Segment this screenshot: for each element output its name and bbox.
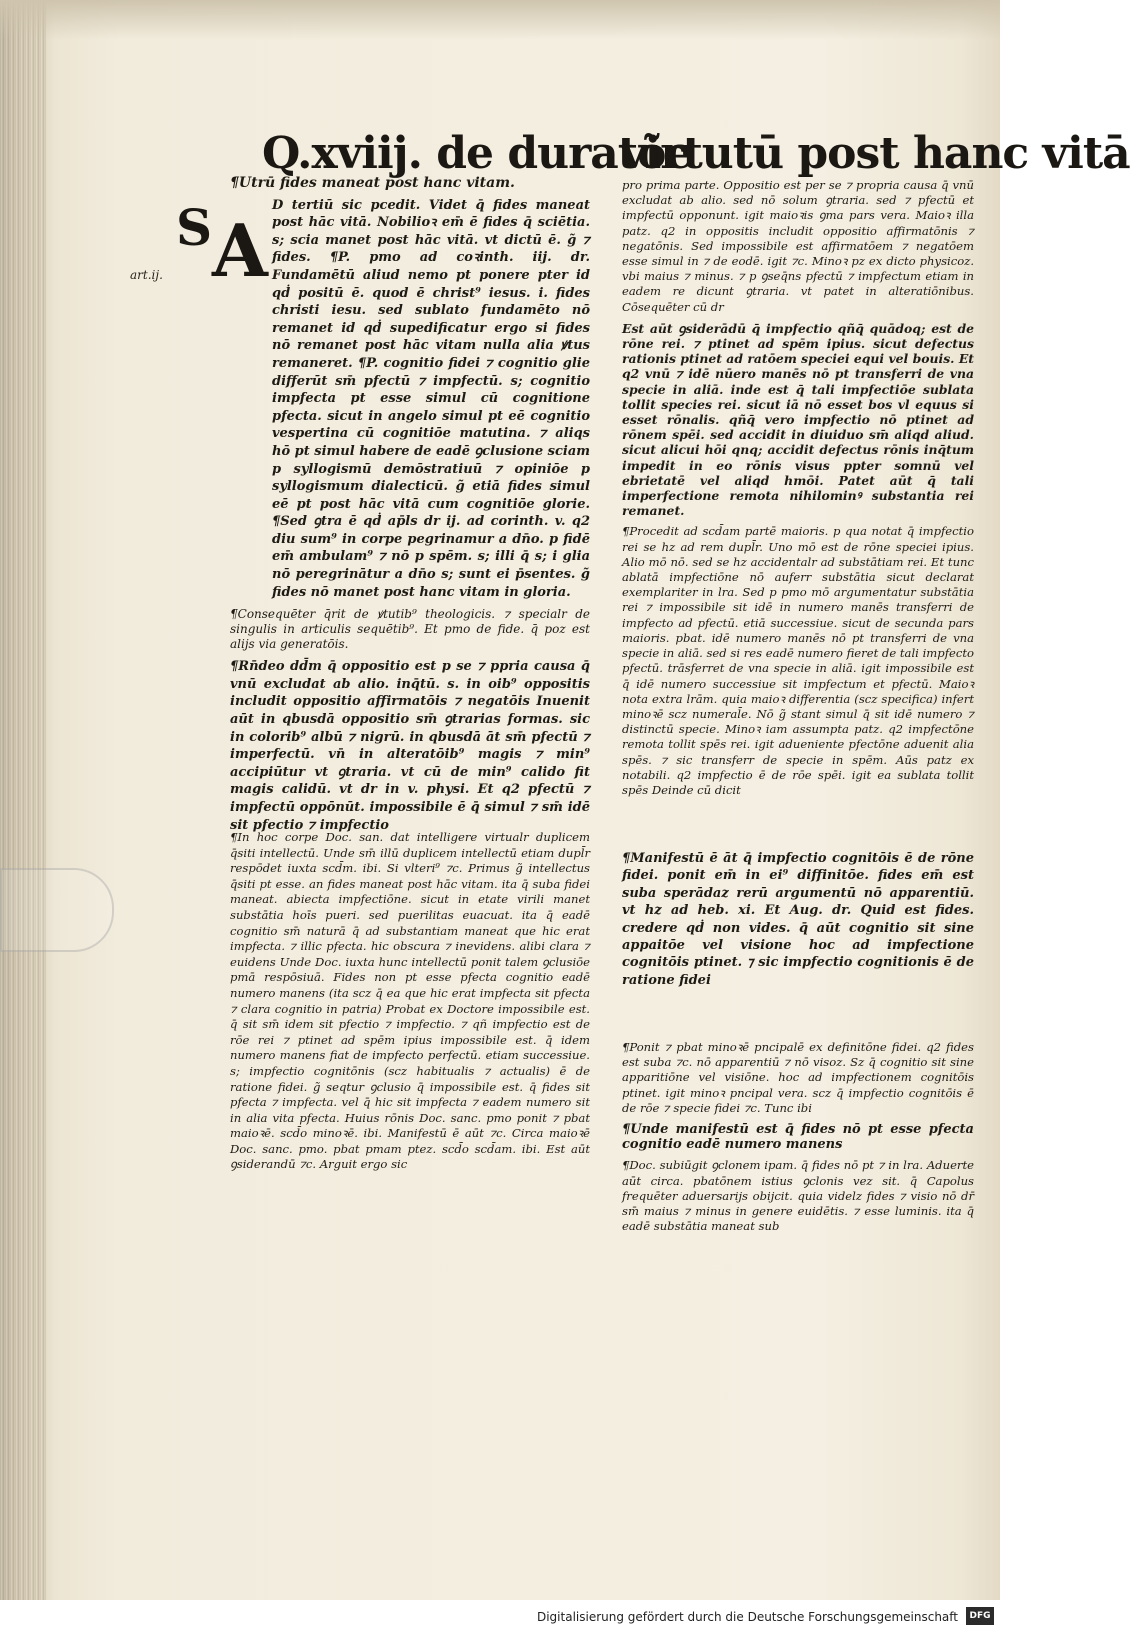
paragraph: pro prima parte. Oppositio est per se ⁊ propria causa q̄ vnū excludat ab alio. sed nō solum ꝯtraria. sed ⁊ pfectū et impfectū opponunt. igit maioꝛis ꝯma pars vera. Maioꝛ illa patz. q2 in oppositis includit oppositio affirmatōnis ⁊ negatōnis. Sed impossibile est affirmatōem ⁊ negatōem esse simul in ⁊ de eodē. igit ⁊c. Minoꝛ pz ex dicto physicoz. vbi maius ⁊ minus. ⁊ p ꝯseq̄ns pfectū ⁊ impfectum etiam in eadem re dicunt ꝯtraria. vt patet in alteratiōnibus. Cōsequēter cū dr: [622, 178, 974, 314]
digitization-credit: Digitalisierung gefördert durch die Deutsche Forschungsgemeinschaft: [536, 1610, 958, 1624]
decorated-initial: A: [212, 208, 268, 293]
dfg-logo: DFG: [966, 1607, 994, 1625]
margin-section-letter: S: [176, 198, 213, 257]
right-column-upper: [622, 178, 974, 804]
paragraph: ¶Procedit ad scd̄am partē maioris. p qua notat q̄ impfectio rei se hz ad rem dupl̄r. Uno mō est de rōne speciei ipius. Alio mō nō. sed se hz accidentalr ad substātiam rei. Et tunc ablatā impfectiōne nō auferr substātia sicut declarat exemplariter in lra. Sed p pmo mō argumentatur substātia rei ⁊ impossibile sit idē in numero manēs transferri de impfecto ad pfectū. etiā successiue. sicut de secunda pars maioris. pbat. idē numero manēs nō pt transferri de vna specie in aliā. sed si res eadē numero fieret de tali impfecto pfectū. trāsferret de vna specie in aliā. igit impossibile est q̄ idē numero successiue sit impfectum et pfectū. Maioꝛ nota extra lrām. quia maioꝛ differentia (scz specifica) infert minoꝛē scz numeral̄e. Nō g̃ stant simul q̄ sit idē numero ⁊ distinctū specie. Minoꝛ iam assumpta patz. q2 impfectōne remota tollit spēs rei. igit adueniente pfectōne aduenit alia spēs. ⁊ sic transferr de specie in spēm. Aūs patz ex notabili. q2 impfectio ē de rōe spēi. igit ea sublata tollit spēs Deinde cū dicit: [622, 524, 974, 797]
paragraph: ¶Consequēter q̄rit de ꝟtutib⁹ theologicis. ⁊ specialr de singulis in articulis sequētib⁹. Et pmo de fide. q̄ poz est alijs via generatōis.: [230, 607, 590, 652]
article-question: ¶Utrū fides maneat post hanc vitam.: [230, 175, 515, 191]
page-edge-stack: [0, 0, 46, 1600]
paragraph: ¶Ponit ⁊ pbat minoꝛē pncipalē ex definitōne fidei. q2 fides est suba ⁊c. nō apparentiū ⁊ nō visoz. Sz q̄ cognitio sit sine apparitiōne vel visiōne. hoc ad impfectionem cognitōis ptinet. igit minoꝛ pncipal vera. scz q̄ impfectio cognitōis ē de rōe ⁊ specie fidei ⁊c. Tunc ibi: [622, 1040, 974, 1115]
paragraph: ¶Rn̄deo dd̄m q̄ oppositio est p se ⁊ ppria causa q̄ vnū excludat ab alio. inq̄tū. s. in oib⁹ oppositis includit oppositio affirmatōis ⁊ negatōis Inuenit aūt in qbusdā oppositio sm̄ ꝯtrarias formas. sic in colorib⁹ albū ⁊ nigrū. in qbusdā āt sm̄ pfectū ⁊ imperfectū. vn̄ in alteratōib⁹ magis ⁊ min⁹ accipiūtur vt ꝯtraria. vt cū de min⁹ calido fit magis calidū. vt dr in v. physi. Et q2 pfectū ⁊ impfectū oppōnūt. impossibile ē q̄ simul ⁊ sm̄ idē sit pfectio ⁊ impfectio: [230, 659, 590, 833]
paragraph: ¶Doc. subiūgit ꝯclonem ipam. q̄ fides nō pt ⁊ in lra. Aduerte aūt circa. pbatōnem istius ꝯclonis vez sit. q̄ Capolus frequēter aduersarijs obijcit. quia videlz fides ⁊ visio nō dr̄ sm̄ maius ⁊ minus in genere euidētis. ⁊ esse luminis. ita q̄ eadē substātia maneat sub: [622, 1158, 974, 1234]
paragraph: D tertiū sic pcedit. Videt q̄ fides maneat post hāc vitā. Nobilioꝛ em̄ ē fides q̄ sciētia. s; scia manet post hāc vitā. vt dictū ē. g̃ ⁊ fides. ¶P. pmo ad coꝛinth. iij. dr. Fundamētū aliud nemo pt ponere pter id qḋ positū ē. quod ē christ⁹ iesus. i. fides christi iesu. sed sublato fundamēto nō remanet id qḋ supedificatur ergo si fides nō remanet post hāc vitam nulla alia ꝟtus remaneret. ¶P. cognitio fidei ⁊ cognitio glie differūt sm̄ pfectū ⁊ impfectū. s; cognitio impfecta pt esse simul cū cognitione pfecta. sicut in angelo simul pt eē cognitio vespertina cū cognitiōe matutina. ⁊ aliqs hō pt simul habere de eadē ꝯclusione sciam p syllogismū demōstratiuū ⁊ opiniōe p syllogismum dialecticū. g̃ etiā fides simul eē pt post hāc vitā cum cognitiōe glorie. ¶Sed ꝯtra ē qḋ ap̄ls dr ij. ad corinth. v. q2 diu sum⁹ in corpe pegrinamur a dn̄o. p fidē em̄ ambulam⁹ ⁊ nō p spēm. s; illi q̄ s; i glia nō peregrinātur a dn̄o s; sunt ei p̄sentes. g̃ fides nō manet post hanc vitam in gloria.: [272, 197, 591, 600]
margin-article-note: art.ij.: [130, 268, 163, 282]
right-column-lower: [622, 1040, 974, 1240]
paragraph: ¶In hoc corpe Doc. san. dat intelligere virtualr duplicem q̄siti intellectū. Unde sm̄ illū duplicem intellectū etiam dupl̄r respōdet iuxta scd̄m. ibi. Si vlteri⁹ ⁊c. Primus g̃ intellectus q̄siti pt esse. an fides maneat post hāc vitam. ita q̄ suba fidei maneat. abiecta impfectiōne. sicut in etate virili manet substātia hoīs pueri. sed puerilitas euacuat. ita q̄ eadē cognitio sm̄ naturā q̄ ad substantiam maneat que hic erat impfecta. ⁊ illic pfecta. hic obscura ⁊ inevidens. alibi clara ⁊ euidens Unde Doc. iuxta hunc intellectū ponit talem ꝯclusiōe pmā respōsiuā. Fides non pt esse pfecta cognitio eadē numero manens (ita scz q̄ ea que hic erat impfecta sit pfecta ⁊ clara cognitio in patria) Probat ex Doctore impossibile est. q̄ sit sm̄ idem sit pfectio ⁊ impfectio. ⁊ qñ impfectio est de rōe rei ⁊ ptinet ad spēm ipius impossibile est. q̄ idem numero manens fiat de impfecto perfectū. etiam successiue. s; impfectio cognitōnis (scz habitualis ⁊ actualis) ē de ratione fidei. g̃ seqtur ꝯclusio q̄ impossibile est. q̄ fides sit pfecta ⁊ impfecta. vel q̄ hic sit impfecta ⁊ eadem numero sit in alia vita pfecta. Huius rōnis Doc. sanc. pmo ponit ⁊ pbat maioꝛē. scd̄o minoꝛē. ibi. Manifestū ē aūt ⁊c. Circa maioꝛē Doc. sanc. pmo. pbat pmam ptez. scd̄o scd̄am. ibi. Est aūt ꝯsiderandū ⁊c. Arguit ergo sic: [230, 830, 590, 1172]
paragraph: Est aūt ꝯsiderādū q̄ impfectio qñq̄ quādoq; est de rōne rei. ⁊ ptinet ad spēm ipius. sicut defectus rationis ptinet ad ratōem speciei equi vel bouis. Et q2 vnū ⁊ idē nūero manēs nō pt transferri de vna specie in aliā. inde est q̄ tali impfectiōe sublata tollit species rei. sicut iā nō esset bos vl equus si esset rōnalis. qñq̄ vero impfectio nō ptinet ad rōnem spēi. sed accidit in diuiduo sm̄ aliqd aliud. sicut alicui hōi qnq; accidit defectus rōnis inq̄tum impedit in eo rōnis visus ppter somnū vel ebrietatē vel aliqd hmōi. Patet aūt q̄ tali imperfectione remota nihilominꝰ substantia rei remanet.: [622, 320, 974, 519]
page-clip: [0, 868, 114, 952]
running-header-left: Q.xviij. de duratõe: [262, 128, 693, 179]
page-top-shadow: [0, 0, 1000, 40]
running-header-right: virtutū post hanc vitā: [620, 128, 1130, 179]
right-column-middle: [622, 850, 974, 995]
left-column-upper: [230, 175, 590, 840]
paragraph: ¶Unde manifestū est q̄ fides nō pt esse pfecta cognitio eadē numero manens: [622, 1122, 974, 1153]
left-column-commentary: [230, 830, 590, 1179]
paragraph: ¶Manifestū ē āt q̄ impfectio cognitōis ē de rōne fidei. ponit em̄ in ei⁹ diffinitōe. fides em̄ est suba sperādaz rerū argumentū nō apparentiū. vt hz ad heb. xi. Et Aug. dr. Quid est fides. credere qḋ non vides. q̄ aūt cognitio sit sine appaitōe vel visione hoc ad impfectione cognitōis ptinet. ⁊ sic impfectio cognitionis ē de ratione fidei: [622, 851, 974, 988]
